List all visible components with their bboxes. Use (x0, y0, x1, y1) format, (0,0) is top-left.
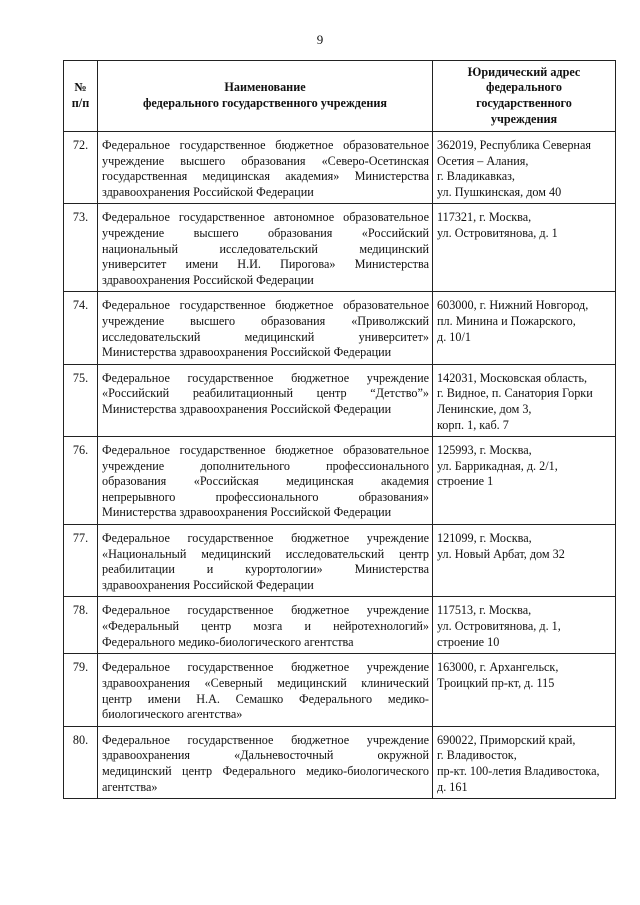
institution-name-line: «Национальный медицинский исследовательский центр (102, 546, 429, 561)
legal-address (433, 726, 616, 798)
institution-name-line: Федеральное государственное автономное образовательное (102, 210, 429, 225)
institution-name-line: Федеральное государственное бюджетное образовательное (102, 138, 429, 152)
legal-address-line: г. Владивосток, (437, 748, 517, 763)
institution-name (98, 525, 433, 597)
header-address-line: Юридический адрес (467, 64, 581, 79)
row-number: 77. (64, 525, 98, 597)
institution-name-line: учреждение высшего образования «Приволжский (102, 313, 429, 328)
header-name-line: федерального государственного учреждения (142, 96, 388, 110)
institution-name (98, 597, 433, 654)
institution-name-line: непрерывного профессионального образования» (102, 489, 429, 504)
institution-name-line: здравоохранения Российской Федерации (102, 577, 314, 592)
legal-address-line: 142031, Московская область, (437, 370, 588, 385)
institution-name-line: учреждение высшего образования «Северо-Осетинская (102, 153, 429, 168)
institution-name (98, 726, 433, 798)
institution-name (98, 204, 433, 292)
table-row (64, 525, 616, 597)
legal-address-line: 117321, г. Москва, (437, 210, 532, 225)
legal-address-line: ул. Новый Арбат, дом 32 (437, 546, 565, 561)
header-number (64, 61, 98, 132)
institution-name-line: здравоохранения Российской Федерации (102, 184, 314, 199)
institution-name-line: агентства» (102, 779, 158, 794)
institution-name-line: медицинский центр Федерального медико-биологического (102, 764, 429, 779)
institution-name-line: учреждение дополнительного профессионального (102, 458, 429, 473)
institution-name-line: исследовательский медицинский университет» (102, 329, 429, 344)
institution-name-line: Федеральное государственное бюджетное учреждение (102, 732, 429, 747)
institution-name-line: Федеральное государственное бюджетное образовательное (102, 298, 429, 313)
row-number: 72. (64, 132, 98, 204)
institution-name (98, 654, 433, 726)
legal-address (433, 132, 616, 204)
row-number: 78. (64, 597, 98, 654)
institution-name-line: университет имени Н.И. Пирогова» Министерства (102, 257, 429, 272)
institution-name-line: Министерства здравоохранения Российской Федерации (102, 401, 392, 416)
institution-name-line: реабилитации и курортологии» Министерства (102, 562, 429, 577)
table-row (64, 292, 616, 364)
institution-name-line: Министерства здравоохранения Российской Федерации (102, 345, 392, 360)
table-row (64, 726, 616, 798)
legal-address-line: Осетия – Алания, (437, 153, 529, 168)
table-row (64, 364, 616, 436)
institution-name-line: здравоохранения Российской Федерации (102, 272, 314, 287)
institution-name-line: национальный исследовательский медицинский (102, 241, 429, 256)
institution-name-line: Федеральное государственное бюджетное учреждение (102, 370, 429, 385)
legal-address (433, 437, 616, 525)
row-number: 73. (64, 204, 98, 292)
legal-address (433, 597, 616, 654)
legal-address-line: ул. Островитянова, д. 1 (437, 225, 558, 240)
row-number: 79. (64, 654, 98, 726)
institution-name-line: биологического агентства» (102, 707, 243, 722)
institution-name-line: здравоохранения «Дальневосточный окружной (102, 748, 429, 763)
table-header-row (64, 61, 616, 132)
legal-address (433, 292, 616, 364)
institution-name-line: «Федеральный центр мозга и нейротехнологий» (102, 619, 429, 634)
legal-address-line: пл. Минина и Пожарского, (437, 313, 576, 328)
legal-address-line: корп. 1, каб. 7 (437, 417, 509, 432)
legal-address (433, 525, 616, 597)
institution-name-line: учреждение высшего образования «Российский (102, 225, 429, 240)
legal-address-line: ул. Пушкинская, дом 40 (437, 184, 562, 199)
institution-name-line: Федерального медико-биологического агентства (102, 634, 354, 649)
header-name (98, 61, 433, 132)
legal-address-line: д. 161 (437, 779, 468, 794)
row-number: 76. (64, 437, 98, 525)
legal-address-line: 125993, г. Москва, (437, 443, 532, 458)
legal-address-line: пр-кт. 100-летия Владивостока, (437, 764, 600, 779)
legal-address (433, 204, 616, 292)
header-address (433, 61, 616, 132)
institution-name (98, 437, 433, 525)
institution-name (98, 364, 433, 436)
header-name-line: Наименование (224, 80, 306, 95)
header-address-line: федерального (486, 80, 562, 95)
legal-address-line: 690022, Приморский край, (437, 732, 576, 747)
table-row (64, 204, 616, 292)
table-row (64, 597, 616, 654)
legal-address-line: Ленинские, дом 3, (437, 401, 532, 416)
institution-name-line: Федеральное государственное бюджетное учреждение (102, 603, 429, 618)
legal-address-line: 603000, г. Нижний Новгород, (437, 298, 589, 313)
legal-address-line: ул. Островитянова, д. 1, (437, 619, 561, 634)
row-number: 75. (64, 364, 98, 436)
institution-name (98, 132, 433, 204)
legal-address-line: 121099, г. Москва, (437, 531, 532, 546)
institution-name-line: «Российский реабилитационный центр “Детство”» (102, 386, 429, 401)
legal-address-line: ул. Баррикадная, д. 2/1, (437, 458, 558, 473)
legal-address-line: г. Видное, п. Санатория Горки (437, 386, 593, 401)
institution-name-line: Федеральное государственное бюджетное учреждение (102, 660, 429, 675)
header-address-line: государственного (476, 96, 572, 110)
institution-name-line: образования «Российская медицинская академия (102, 474, 429, 489)
row-number: 74. (64, 292, 98, 364)
legal-address-line: Троицкий пр-кт, д. 115 (437, 676, 555, 691)
institution-name (98, 292, 433, 364)
legal-address (433, 654, 616, 726)
legal-address-line: 362019, Республика Северная (437, 138, 591, 152)
legal-address-line: 163000, г. Архангельск, (437, 660, 559, 675)
page-number: 9 (316, 32, 324, 47)
legal-address-line: г. Владикавказ, (437, 169, 515, 184)
institution-name-line: Федеральное государственное бюджетное учреждение (102, 531, 429, 546)
table-row (64, 654, 616, 726)
header-address-line: учреждения (490, 111, 558, 126)
header-number-line: п/п (71, 96, 90, 110)
legal-address-line: 117513, г. Москва, (437, 603, 532, 618)
row-number: 80. (64, 726, 98, 798)
institution-name-line: Федеральное государственное бюджетное образовательное (102, 443, 429, 458)
legal-address-line: строение 10 (437, 634, 500, 649)
legal-address (433, 364, 616, 436)
legal-address-line: д. 10/1 (437, 329, 471, 344)
table-row (64, 437, 616, 525)
header-number-line: № (74, 80, 87, 95)
institution-name-line: Министерства здравоохранения Российской Федерации (102, 505, 392, 520)
table-row (64, 132, 616, 204)
institution-name-line: центр имени Н.А. Семашко Федерального медико- (102, 691, 429, 706)
legal-address-line: строение 1 (437, 474, 494, 489)
institutions-table (63, 60, 616, 799)
institution-name-line: государственная медицинская академия» Министерства (102, 169, 429, 184)
institution-name-line: здравоохранения «Северный медицинский клинический (102, 676, 429, 691)
